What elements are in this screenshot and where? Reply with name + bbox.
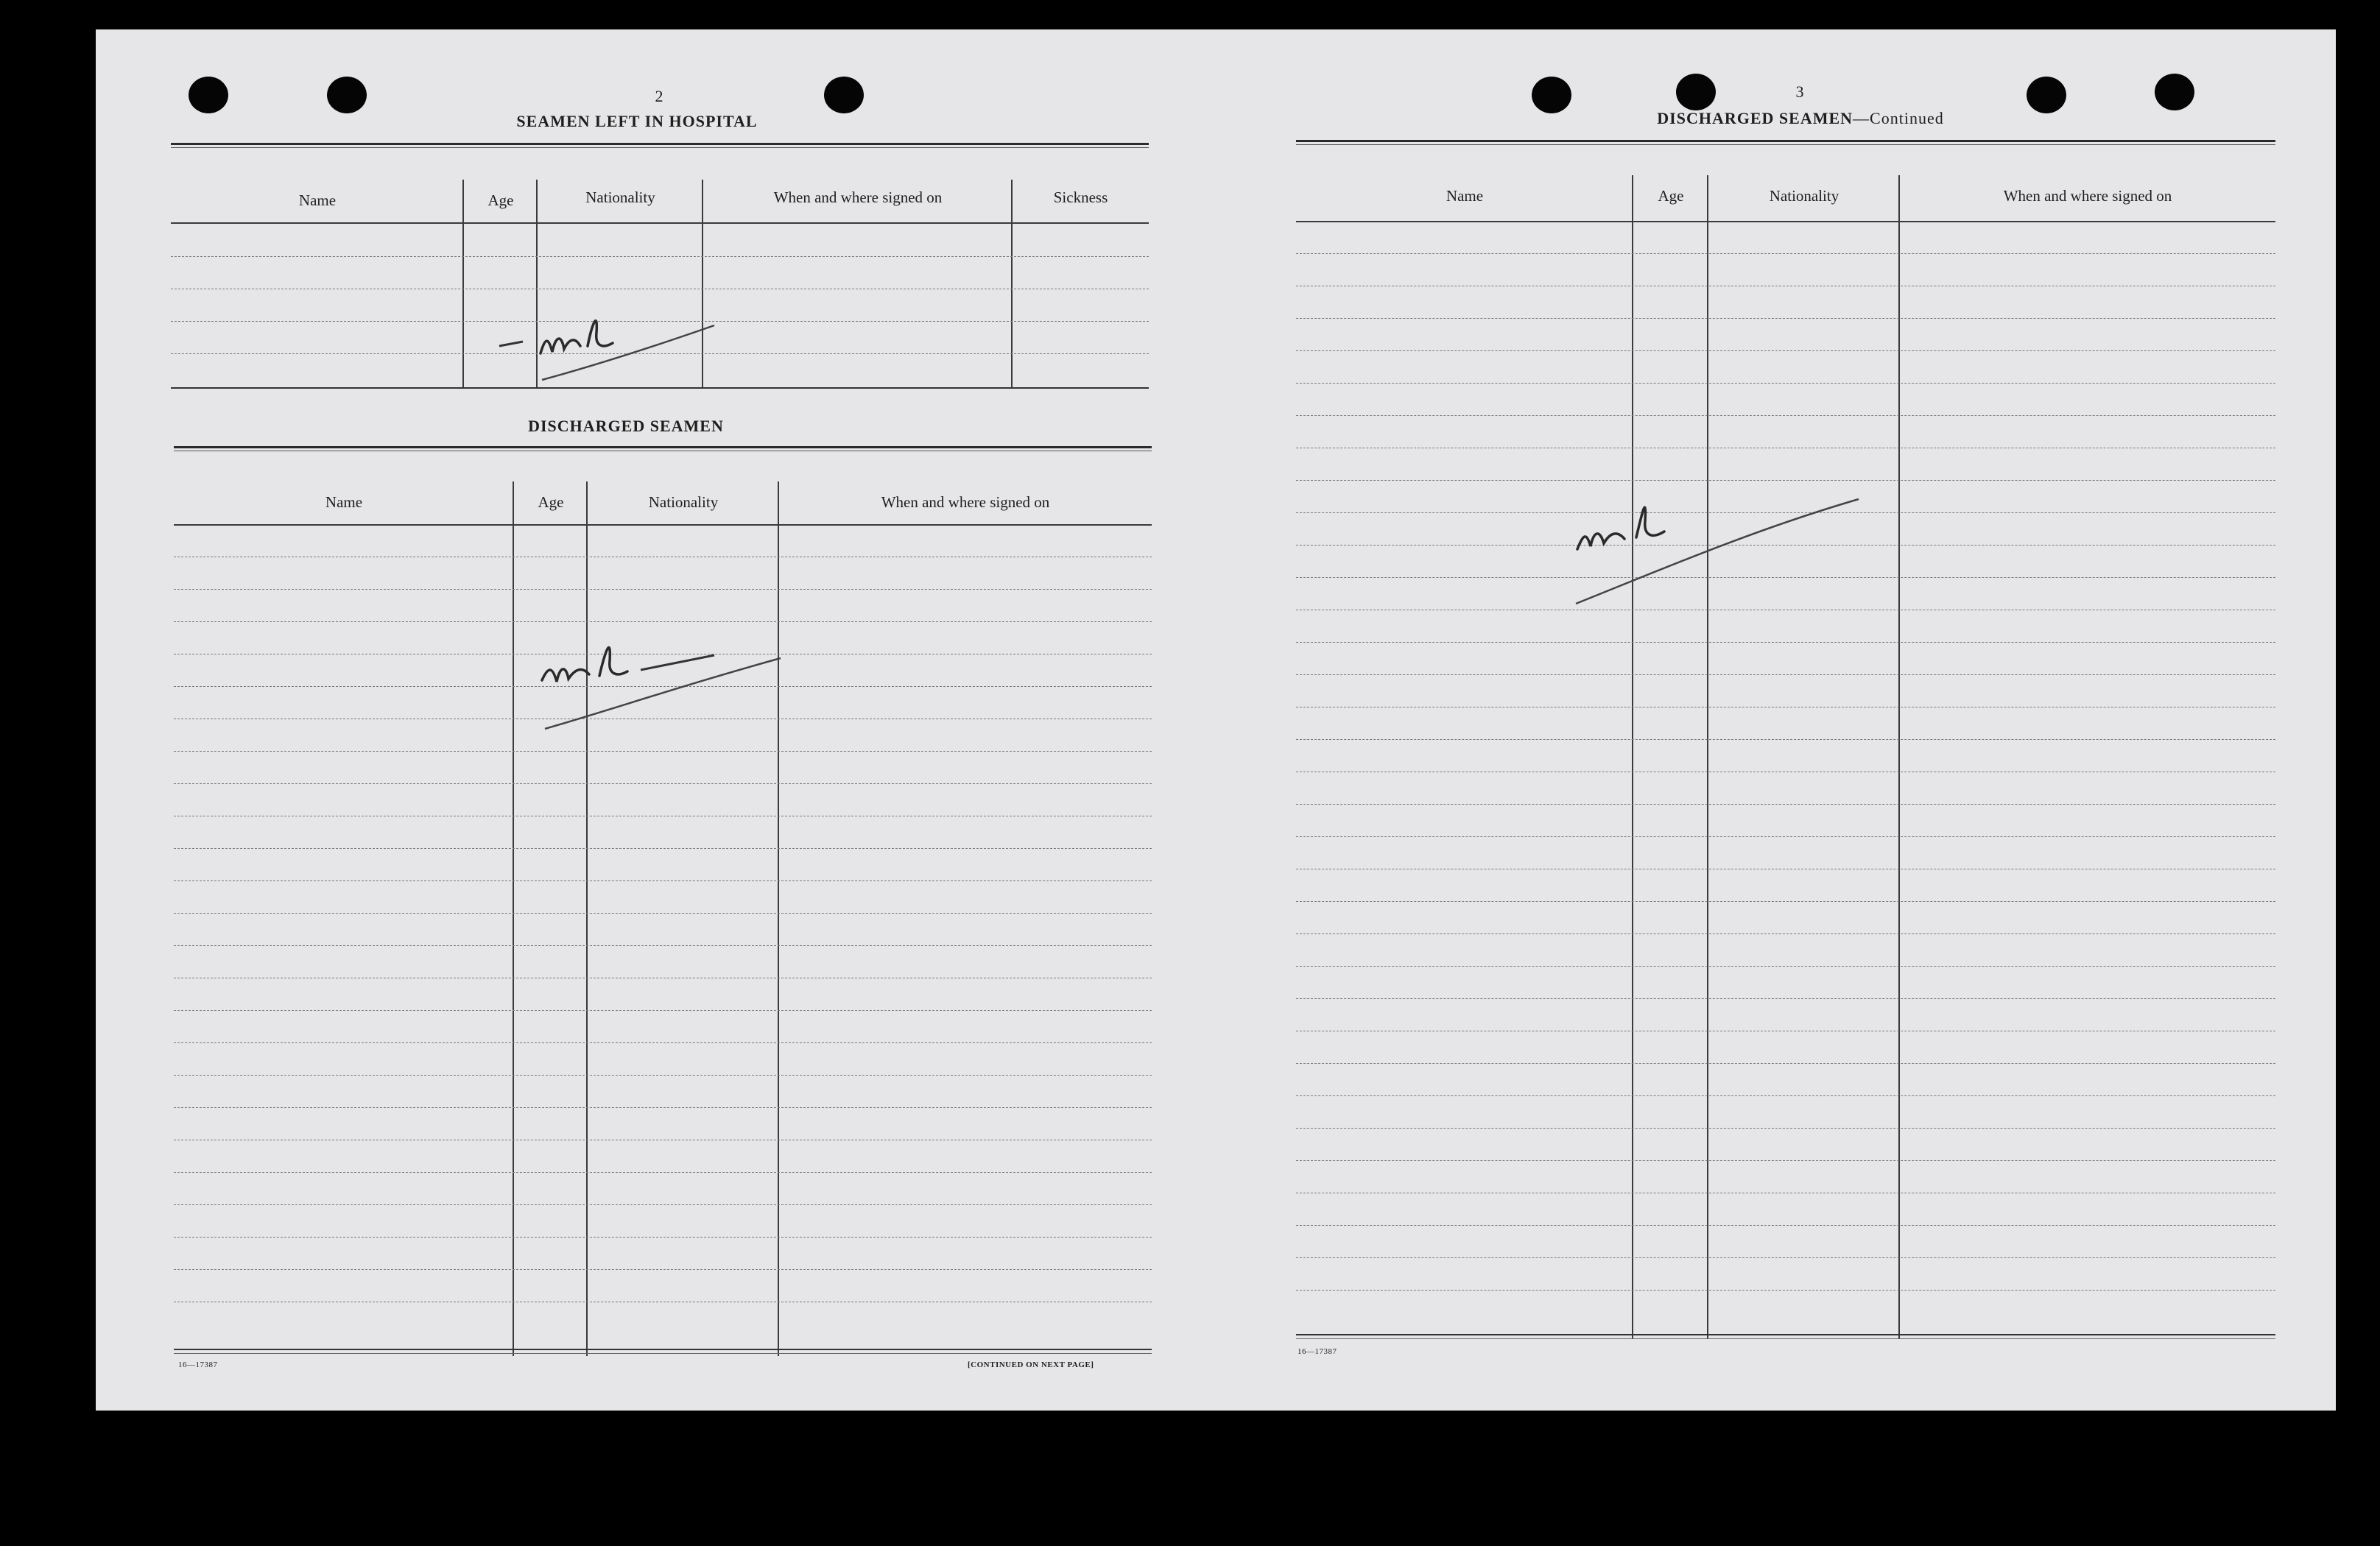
column-header-name: Name [325, 493, 363, 511]
column-header-sickness: Sickness [1053, 188, 1108, 206]
column-header-age: Age [1658, 187, 1684, 205]
punch-hole [2027, 77, 2066, 113]
handwritten-nil-mark [493, 294, 729, 398]
punch-hole [1532, 77, 1571, 113]
form-number: 16—17387 [178, 1360, 218, 1369]
punch-hole [824, 77, 864, 113]
handwritten-nil-mark [538, 618, 803, 744]
continued-note: [CONTINUED ON NEXT PAGE] [968, 1360, 1094, 1369]
document-sheet [96, 29, 2336, 1411]
right-page [1222, 29, 2336, 1411]
discharged-table [174, 446, 1152, 1360]
left-page [96, 29, 1222, 1411]
column-header-age: Age [538, 493, 564, 511]
title-suffix: —Continued [1853, 109, 1944, 127]
column-header-signed-on: When and where signed on [881, 493, 1050, 511]
discharged-continued-title [1583, 109, 2018, 128]
handwritten-nil-mark [1561, 442, 1870, 618]
column-header-signed-on: When and where signed on [2003, 187, 2172, 205]
discharged-continued-table [1296, 140, 2275, 1344]
punch-hole [2155, 74, 2194, 110]
column-header-nationality: Nationality [1769, 187, 1839, 205]
page-number: 2 [655, 87, 663, 105]
column-header-nationality: Nationality [648, 493, 719, 511]
page-number: 3 [1795, 82, 1804, 101]
form-number: 16—17387 [1298, 1347, 1337, 1356]
column-header-signed-on: When and where signed on [773, 188, 943, 206]
column-header-name: Name [1446, 187, 1484, 205]
column-header-age: Age [487, 191, 514, 209]
punch-hole [189, 77, 228, 113]
hospital-section-title: SEAMEN LEFT IN HOSPITAL [516, 112, 758, 130]
column-header-nationality: Nationality [585, 188, 655, 206]
title-main: DISCHARGED SEAMEN [1657, 109, 1853, 127]
column-header-name: Name [298, 191, 337, 209]
discharged-section-title: DISCHARGED SEAMEN [528, 417, 724, 435]
punch-hole [327, 77, 367, 113]
punch-hole [1676, 74, 1716, 110]
